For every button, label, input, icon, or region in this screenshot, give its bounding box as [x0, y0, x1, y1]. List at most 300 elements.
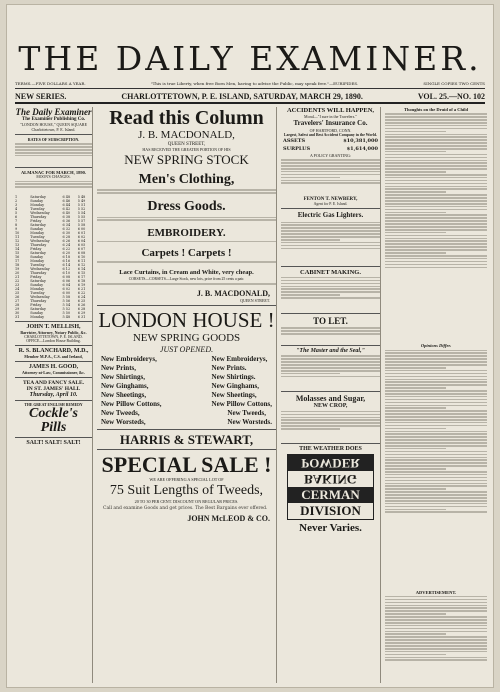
to-let-text	[281, 327, 380, 343]
almanac-cell: 8	[15, 222, 18, 227]
text-line	[385, 160, 487, 162]
text-line	[385, 246, 487, 248]
text-line	[385, 203, 487, 205]
text-line	[281, 233, 380, 235]
text-line	[385, 445, 487, 447]
almanac-cell: Tuesday	[30, 290, 45, 295]
goods-item: New Worsteds.	[227, 418, 272, 427]
almanac-table	[15, 195, 92, 319]
text-line	[385, 616, 487, 618]
travelers-insurance: Travelers' Insurance Co.	[293, 119, 368, 127]
almanac-cell: 21	[15, 274, 20, 279]
text-line	[385, 355, 487, 357]
text-line	[281, 327, 380, 329]
text-line	[97, 283, 276, 285]
almanac-heading: ALMANAC FOR MARCH, 1890.	[20, 170, 87, 176]
text-line	[385, 217, 487, 219]
text-line	[281, 162, 380, 164]
good-name: JAMES H. GOOD,	[28, 363, 79, 370]
text-line	[385, 125, 487, 127]
text-line	[385, 364, 487, 366]
text-line	[97, 192, 276, 194]
mens-clothing: Men's Clothing,	[138, 172, 235, 187]
salt-ad: SALT! SALT! SALT!	[26, 439, 81, 446]
surplus-value: $1,614,000	[346, 146, 378, 152]
opinions-differ: Opinions Differ.	[420, 343, 452, 349]
text-line	[385, 379, 487, 381]
cockles-logo-1: Cockle's	[29, 405, 78, 421]
blanchard-title: Member M.P.A., C.S. and Ireland,	[24, 353, 83, 359]
almanac-cell: 20	[15, 270, 20, 275]
ad-baking: BAKING	[304, 471, 357, 487]
almanac-cell: Wednesday	[30, 266, 50, 271]
text-line	[281, 417, 380, 419]
offering-text: WE ARE OFFERING A SPECIAL LOT OF	[149, 477, 224, 483]
almanac-cell: 6 22	[77, 290, 86, 295]
text-line	[385, 416, 487, 418]
cabinet-making: CABINET MAKING.	[300, 268, 361, 276]
text-line	[385, 659, 487, 661]
text-line	[385, 485, 487, 487]
corsets-text: CORSETS—CORSETS—Large Stock, new lots, price from 25 cents a pair.	[128, 277, 245, 282]
almanac-cell: 6 48	[62, 194, 71, 199]
text-line	[281, 422, 380, 424]
almanac-cell: 6 25	[77, 298, 86, 303]
text-line	[385, 410, 487, 412]
text-line	[385, 607, 487, 609]
text-line	[385, 200, 487, 202]
text-line	[281, 333, 380, 335]
text-line	[385, 402, 487, 404]
text-line	[385, 497, 487, 499]
text-line	[281, 370, 380, 372]
almanac-cell: 6 31	[77, 314, 86, 319]
almanac-cell: 6 19	[77, 282, 86, 287]
almanac-cell: Saturday	[30, 250, 46, 255]
text-line	[385, 243, 487, 245]
advertisement-label: ADVERTISEMENT.	[415, 589, 457, 595]
suit-lengths: 75 Suit Lengths of Tweeds,	[109, 483, 264, 499]
almanac-cell: 6 01	[77, 230, 86, 235]
almanac-cell: 5 55	[77, 214, 86, 219]
almanac-cell: Thursday	[30, 242, 47, 247]
london-house: LONDON HOUSE !	[98, 308, 275, 333]
assets-row	[281, 137, 380, 145]
goods-list-bottom-left	[101, 409, 146, 427]
text-line	[385, 436, 487, 438]
text-line	[281, 245, 380, 247]
almanac-cell: 6 00	[77, 226, 86, 231]
read-this-column: Read this Column	[109, 107, 264, 129]
almanac-cell: 7	[15, 218, 18, 223]
almanac-cell: 6 40	[62, 210, 71, 215]
almanac-cell: Wednesday	[30, 210, 50, 215]
hartford: OF HARTFORD, CONN.	[309, 128, 352, 133]
moon-changes-text	[15, 181, 92, 195]
ad-division: DIVISION	[300, 502, 361, 518]
text-line	[385, 223, 487, 225]
almanac-cell: Thursday	[30, 270, 47, 275]
text-line	[385, 131, 446, 133]
almanac-cell: Friday	[30, 302, 42, 307]
goods-item: New Sheetings,	[101, 391, 147, 400]
column-1	[15, 107, 93, 683]
dateline	[15, 90, 485, 104]
text-line	[385, 358, 487, 360]
text-line	[385, 480, 487, 482]
goods-list-bottom	[97, 409, 276, 427]
almanac-cell: Thursday	[30, 214, 47, 219]
text-line	[385, 451, 487, 453]
almanac-cell: 6 21	[77, 286, 86, 291]
text-line	[385, 229, 487, 231]
almanac-cell: 5 54	[77, 210, 86, 215]
almanac-cell: 6 12	[77, 262, 86, 267]
almanac-cell: Sunday	[30, 282, 44, 287]
almanac-cell: 5 57	[77, 218, 86, 223]
almanac-cell: 6 28	[62, 234, 71, 239]
text-line	[385, 238, 487, 240]
goods-item: New Ginghams,	[101, 382, 149, 391]
text-line	[385, 180, 487, 182]
text-line	[385, 396, 487, 398]
text-line	[281, 239, 340, 241]
text-line	[385, 599, 487, 601]
almanac-cell: 26	[15, 294, 20, 299]
policy-granting: A POLICY GRANTING:	[310, 153, 351, 158]
opinions-article	[385, 350, 487, 590]
text-line	[281, 291, 380, 293]
text-line	[281, 277, 380, 279]
text-line	[281, 428, 340, 430]
text-line	[385, 631, 487, 633]
text-line	[385, 393, 487, 395]
text-line	[385, 381, 487, 383]
almanac-cell: 6	[15, 214, 18, 219]
text-line	[15, 181, 92, 183]
almanac-cell: 5 54	[62, 302, 71, 307]
goods-item: New Embroiderys,	[101, 355, 157, 364]
almanac-cell: Saturday	[30, 306, 46, 311]
text-line	[385, 428, 446, 430]
goods-item: New Ginghams,	[211, 382, 259, 391]
almanac-cell: 6 36	[62, 218, 71, 223]
text-line	[385, 405, 487, 407]
almanac-cell: 29	[15, 306, 20, 311]
almanac-cell: 6 24	[62, 242, 71, 247]
column-2	[97, 107, 277, 683]
almanac-cell: 6 04	[77, 238, 86, 243]
almanac-cell: Saturday	[30, 194, 46, 199]
almanac-cell: 5 56	[62, 298, 71, 303]
almanac-cell: Monday	[30, 230, 45, 235]
text-line	[385, 622, 487, 624]
text-line	[385, 214, 487, 216]
druid-headline: Thoughts on the Druid of a Child	[403, 107, 469, 112]
almanac-cell: 5 48	[77, 194, 86, 199]
column-3	[281, 107, 381, 683]
text-line	[385, 197, 487, 199]
largest-safest: Largest, Safest and Best Accident Company in the World.	[283, 133, 378, 137]
carpets: Carpets ! Carpets !	[141, 246, 232, 259]
text-line	[385, 657, 487, 659]
assets-label: ASSETS	[283, 138, 306, 144]
almanac-cell: 24	[15, 286, 20, 291]
almanac-cell: 6 17	[77, 274, 86, 279]
moon-changes-heading: MOON'S CHANGES.	[36, 175, 71, 180]
assets-value: $10,381,000	[343, 138, 378, 144]
text-line	[385, 168, 487, 170]
newspaper-title: THE DAILY EXAMINER.	[18, 39, 482, 78]
text-line	[385, 134, 487, 136]
text-line	[385, 500, 487, 502]
policy-text	[281, 159, 380, 197]
almanac-cell: 6 08	[77, 250, 86, 255]
almanac-cell: 5 49	[77, 198, 86, 203]
never-varies: Never Varies.	[299, 521, 362, 534]
almanac-cell: 1	[15, 194, 18, 199]
almanac-cell: 6 11	[77, 258, 86, 263]
almanac-cell: 6 18	[62, 254, 71, 259]
text-line	[385, 387, 446, 389]
call-examine: Call and examine Goods and get prices. The Best Bargains ever offered.	[103, 506, 268, 512]
to-let: TO LET.	[313, 315, 348, 326]
almanac-cell: Wednesday	[30, 294, 50, 299]
text-line	[281, 414, 380, 416]
text-line	[281, 236, 380, 238]
almanac-cell: 2	[15, 198, 18, 203]
text-line	[385, 442, 487, 444]
cockles-logo-2: Pills	[40, 419, 67, 435]
english-remedy: THE GREAT ENGLISH REMEDY	[24, 402, 83, 407]
text-line	[385, 511, 487, 513]
almanac-cell: 6 26	[62, 238, 71, 243]
st-james-hall: IN ST. JAMES' HALL	[26, 385, 81, 392]
weather-does: THE WEATHER DOES	[299, 445, 362, 452]
goods-item: New Prints.	[211, 364, 247, 373]
almanac-cell: 6 02	[77, 234, 86, 239]
ad-powder: POWDER	[288, 455, 373, 471]
text-line	[385, 419, 487, 421]
almanac-cell: 6 10	[62, 270, 71, 275]
special-sale: SPECIAL SALE !	[101, 452, 272, 478]
text-line	[385, 206, 487, 208]
almanac-cell: 6 00	[62, 290, 71, 295]
new-crop: NEW CROP,	[313, 403, 348, 410]
text-line	[385, 610, 487, 612]
mellish-office: OFFICE—London House Building.	[26, 338, 81, 343]
text-line	[385, 376, 487, 378]
text-line	[281, 222, 380, 224]
text-line	[281, 174, 380, 176]
new-spring-goods: NEW SPRING GOODS	[132, 332, 241, 345]
text-line	[97, 241, 276, 243]
almanac-cell: 6 18	[77, 278, 86, 283]
text-line	[281, 280, 380, 282]
almanac-row	[15, 315, 92, 319]
almanac-cell: 6 10	[77, 254, 86, 259]
almanac-cell: 6 29	[77, 310, 86, 315]
text-line	[385, 151, 446, 153]
text-line	[385, 407, 446, 409]
text-line	[385, 162, 487, 164]
lace-curtains: Lace Curtains, in Cream and White, very cheap.	[119, 269, 254, 277]
text-line	[97, 217, 276, 219]
almanac-cell: 6 30	[62, 230, 71, 235]
text-line	[385, 361, 487, 363]
text-line	[385, 399, 487, 401]
rates-heading: RATES OF SUBSCRIPTION.	[27, 137, 80, 142]
volume-label: VOL. 25.—NO. 102	[417, 91, 485, 101]
text-line	[385, 651, 487, 653]
text-line	[385, 209, 487, 211]
mellish-town: CHARLOTTETOWN, P. E. ISLAND.	[24, 334, 83, 339]
text-line	[385, 188, 487, 190]
goods-item: New Prints,	[101, 364, 136, 373]
advertisement-text	[385, 596, 487, 683]
insure-moral: Moral—"I sure in the Travelers."	[304, 114, 357, 119]
almanac-cell: Saturday	[30, 222, 46, 227]
text-line	[385, 390, 487, 392]
almanac-cell: 6 06	[62, 278, 71, 283]
text-line	[385, 145, 487, 147]
almanac-cell: 6 32	[62, 226, 71, 231]
text-line	[385, 648, 487, 650]
discount-text: 20 TO 30 PER CENT. DISCOUNT ON REGULAR PRICES.	[134, 499, 239, 505]
mcleod-signature: JOHN McLEOD & CO.	[187, 513, 270, 523]
text-line	[385, 154, 487, 156]
text-line	[281, 425, 380, 427]
almanac-cell: 31	[15, 314, 20, 319]
text-line	[385, 194, 487, 196]
text-line	[385, 261, 487, 263]
almanac-cell: 6 08	[62, 274, 71, 279]
almanac-cell: 5 52	[77, 206, 86, 211]
text-line	[385, 249, 487, 251]
almanac-cell: Saturday	[30, 278, 46, 283]
goods-list-bottom-right	[227, 409, 272, 427]
goods-item: New Shirtings,	[101, 373, 145, 382]
text-line	[385, 457, 487, 459]
text-line	[281, 355, 380, 357]
text-line	[281, 367, 380, 369]
text-line	[385, 483, 487, 485]
text-line	[385, 186, 487, 188]
almanac-cell: 6 24	[77, 294, 86, 299]
almanac-cell: 11	[15, 234, 20, 239]
almanac-cell: Sunday	[30, 310, 44, 315]
text-line	[15, 146, 92, 148]
almanac-cell: Sunday	[30, 226, 44, 231]
goods-item: New Sheetings,	[211, 391, 257, 400]
text-line	[385, 174, 487, 176]
almanac-cell: 6 14	[77, 266, 86, 271]
almanac-cell: 23	[15, 282, 20, 287]
text-line	[385, 370, 487, 372]
mellish-name: JOHN T. MELLISH,	[26, 323, 81, 330]
almanac-cell: Tuesday	[30, 262, 45, 267]
text-line	[281, 364, 380, 366]
text-line	[385, 157, 487, 159]
text-line	[385, 240, 487, 242]
text-line	[385, 165, 487, 167]
text-line	[385, 252, 446, 254]
almanac-cell: 6 20	[62, 250, 71, 255]
almanac-cell: 6 44	[62, 202, 71, 207]
goods-item: New Tweeds,	[101, 409, 140, 418]
molasses-text	[281, 411, 380, 441]
text-line	[281, 330, 380, 332]
almanac-cell: 19	[15, 266, 20, 271]
molasses-sugar: Molasses and Sugar,	[295, 394, 366, 404]
series-label: NEW SERIES.	[15, 91, 67, 101]
almanac-cell: 6 38	[62, 214, 71, 219]
text-line	[385, 477, 487, 479]
text-line	[385, 119, 487, 121]
town-line: Charlottetown, P. E. Island.	[31, 127, 76, 132]
text-line	[281, 297, 380, 299]
text-line	[385, 602, 487, 604]
cabinet-text	[281, 277, 380, 311]
almanac-cell: 5 58	[62, 294, 71, 299]
text-line	[385, 128, 487, 130]
almanac-cell: 6 02	[62, 286, 71, 291]
text-line	[15, 155, 92, 157]
text-line	[385, 619, 487, 621]
text-line	[281, 182, 380, 184]
goods-item: New Shirtings.	[211, 373, 256, 382]
text-line	[281, 288, 380, 290]
almanac-cell: Thursday	[30, 298, 47, 303]
place-date: CHARLOTTETOWN, P. E. ISLAND, SATURDAY, MARCH 29, 1890.	[121, 91, 363, 101]
macdonald-signature-street: QUEEN STREET.	[240, 298, 270, 304]
goods-item: New Tweeds,	[227, 409, 267, 418]
text-line	[385, 122, 487, 124]
almanac-cell: Wednesday	[30, 238, 50, 243]
text-line	[385, 633, 446, 635]
almanac-cell: 6 26	[77, 302, 86, 307]
almanac-cell: 12	[15, 238, 20, 243]
almanac-cell: 5 58	[77, 222, 86, 227]
almanac-cell: 5	[15, 210, 18, 215]
text-line	[385, 220, 487, 222]
text-line	[385, 605, 487, 607]
text-line	[385, 235, 487, 237]
text-line	[385, 384, 487, 386]
druid-article	[385, 113, 487, 343]
text-line	[281, 177, 340, 179]
embroidery: EMBROIDERY.	[147, 226, 226, 239]
almanac-cell: Monday	[30, 286, 45, 291]
text-line	[281, 411, 380, 413]
almanac-cell: 5 52	[62, 306, 71, 311]
macdonald-signature: J. B. MACDONALD,	[196, 289, 270, 299]
text-line	[385, 491, 487, 493]
almanac-cell: 6 04	[62, 282, 71, 287]
almanac-cell: 5 50	[62, 310, 71, 315]
goods-item: New Worsteds,	[101, 418, 146, 427]
almanac-cell: 16	[15, 254, 20, 259]
text-line	[15, 149, 92, 151]
accidents-heading: ACCIDENTS WILL HAPPEN,	[286, 107, 375, 114]
almanac-cell: 28	[15, 302, 20, 307]
text-line	[281, 373, 340, 375]
text-line	[385, 258, 487, 260]
almanac-cell: 3	[15, 202, 18, 207]
harris-stewart: HARRIS & STEWART,	[119, 432, 254, 448]
text-line	[385, 488, 446, 490]
good-title: Attorney-at-Law, Commissioner, &c.	[21, 369, 86, 375]
